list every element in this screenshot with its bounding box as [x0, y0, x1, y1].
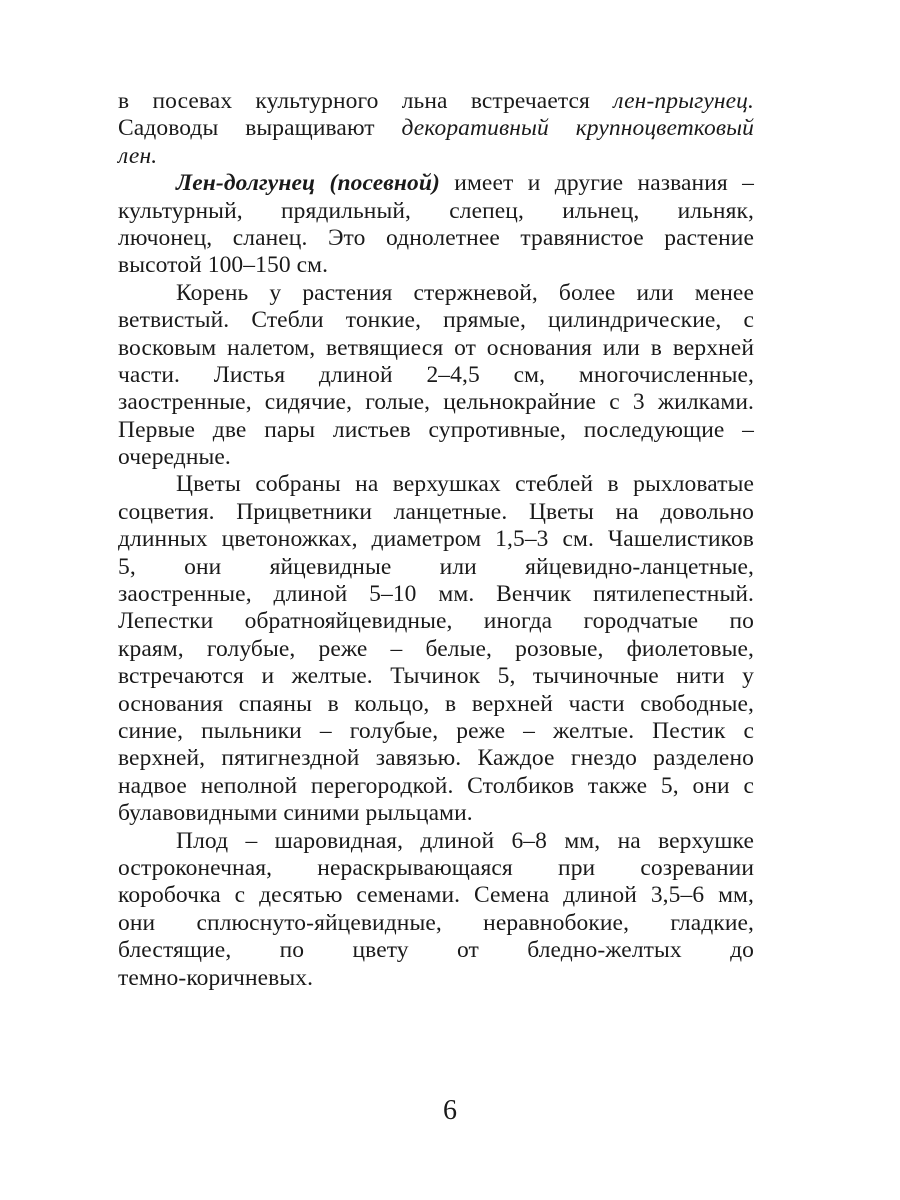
- paragraph: [118, 170, 754, 280]
- text-segment: верхней, пятигнездной завязью. Каждое гнездо разделено: [118, 745, 754, 772]
- text-segment: Плод – шаровидная, длиной 6–8 мм, на верхушке: [176, 827, 754, 854]
- text-segment: синие, пыльники – голубые, реже – желтые. Пестик с: [118, 717, 754, 744]
- text-line: [118, 773, 754, 800]
- text-segment: длинных цветоножках, диаметром 1,5–3 см. Чашелистиков: [118, 526, 754, 553]
- text-segment: части. Листья длиной 2–4,5 см, многочисленные,: [118, 361, 754, 388]
- text-segment: надвое неполной перегородкой. Столбиков также 5, они с: [118, 772, 754, 799]
- text-segment: встречаются и желтые. Тычинок 5, тычиночные нити у: [118, 663, 754, 690]
- text-line: [118, 608, 754, 635]
- text-segment: заостренные, сидячие, голые, цельнокрайние с 3 жилками.: [118, 389, 754, 416]
- text-line: [118, 307, 754, 334]
- text-segment: заостренные, длиной 5–10 мм. Венчик пятилепестный.: [118, 581, 754, 608]
- text-segment: ветвистый. Стебли тонкие, прямые, цилиндрические, с: [118, 307, 754, 334]
- text-segment: булавовидными синими рыльцами.: [118, 800, 473, 827]
- italic-term: лен.: [118, 142, 158, 169]
- paragraph: [118, 471, 754, 827]
- text-segment: очередные.: [118, 444, 231, 471]
- text-line: [118, 691, 754, 718]
- text-line: [118, 143, 754, 170]
- paragraph: [118, 280, 754, 472]
- text-line: [118, 170, 754, 197]
- text-segment: они сплюснуто-яйцевидные, неравнобокие, гладкие,: [118, 909, 754, 936]
- text-line: [118, 800, 754, 827]
- text-line: [118, 526, 754, 553]
- paragraph: [118, 828, 754, 992]
- text-line: [118, 225, 754, 252]
- text-line: [118, 471, 754, 498]
- text-line: [118, 855, 754, 882]
- text-line: [118, 663, 754, 690]
- text-segment: основания спаяны в кольцо, в верхней части свободные,: [118, 690, 754, 717]
- text-segment: остроконечная, нераскрывающаяся при созревании: [118, 854, 754, 881]
- text-line: [118, 362, 754, 389]
- text-line: [118, 581, 754, 608]
- text-line: [118, 910, 754, 937]
- text-line: [118, 882, 754, 909]
- text-segment: Цветы собраны на верхушках стеблей в рыхловатые: [176, 471, 754, 498]
- text-line: [118, 389, 754, 416]
- text-segment: краям, голубые, реже – белые, розовые, фиолетовые,: [118, 635, 754, 662]
- text-line: [118, 718, 754, 745]
- text-line: [118, 280, 754, 307]
- text-segment: темно-коричневых.: [118, 964, 314, 991]
- page-number: 6: [443, 1095, 457, 1126]
- text-segment: Корень у растения стержневой, более или менее: [176, 279, 754, 306]
- text-segment: Первые две пары листьев супротивные, последующие –: [118, 416, 754, 443]
- paragraph: [118, 88, 754, 170]
- text-line: [118, 444, 754, 471]
- text-line: [118, 745, 754, 772]
- text-line: [118, 965, 754, 992]
- text-line: [118, 252, 754, 279]
- text-segment: культурный, прядильный, слепец, ильнец, ильняк,: [118, 197, 754, 224]
- text-segment: лючонец, сланец. Это однолетнее травянистое растение: [118, 224, 754, 251]
- text-line: [118, 937, 754, 964]
- text-line: [118, 417, 754, 444]
- text-line: [118, 554, 754, 581]
- bold-italic-term: Лен-долгунец (посевной): [176, 170, 440, 197]
- italic-term: декоративный крупноцветковый: [401, 115, 754, 142]
- text-line: [118, 499, 754, 526]
- text-segment: соцветия. Прицветники ланцетные. Цветы на довольно: [118, 498, 754, 525]
- text-segment: имеет и другие названия –: [439, 170, 755, 197]
- text-line: [118, 335, 754, 362]
- text-segment: Садоводы выращивают: [118, 115, 402, 142]
- text-line: [118, 198, 754, 225]
- text-segment: коробочка с десятью семенами. Семена длиной 3,5–6 мм,: [118, 882, 754, 909]
- text-segment: 5, они яйцевидные или яйцевидно-ланцетные,: [118, 553, 754, 580]
- text-segment: высотой 100–150 см.: [118, 252, 329, 279]
- text-segment: блестящие, по цвету от бледно-желтых до: [118, 937, 754, 964]
- text-segment: восковым налетом, ветвящиеся от основания или в верхней: [118, 334, 754, 361]
- text-segment: Лепестки обратнояйцевидные, иногда городчатые по: [118, 608, 754, 635]
- text-line: [118, 636, 754, 663]
- page-body: [118, 88, 754, 992]
- italic-term: лен-прыгунец.: [613, 88, 754, 114]
- text-line: [118, 115, 754, 142]
- text-segment: в посевах культурного льна встречается: [118, 88, 614, 114]
- text-line: [118, 88, 754, 115]
- text-line: [118, 828, 754, 855]
